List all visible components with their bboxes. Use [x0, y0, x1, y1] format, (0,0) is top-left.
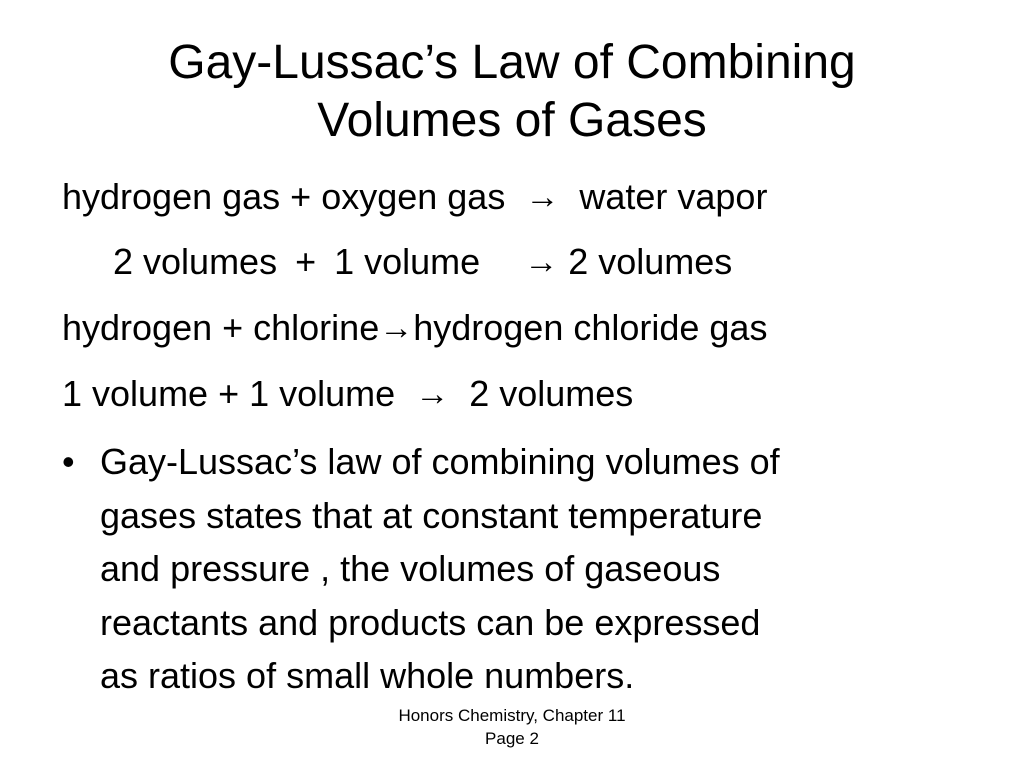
- product-volume: 2 volumes: [469, 373, 634, 414]
- bullet-line: as ratios of small whole numbers.: [100, 655, 635, 696]
- reactants-text: hydrogen + chlorine: [62, 307, 380, 348]
- bullet-line: Gay-Lussac’s law of combining volumes of: [100, 441, 780, 482]
- arrow-right-icon: →: [525, 178, 560, 216]
- arrow-right-icon: →: [415, 375, 450, 413]
- footer-course: Honors Chemistry, Chapter 11: [398, 706, 626, 725]
- arrow-right-icon: →: [379, 309, 414, 347]
- bullet-line: gases states that at constant temperature: [100, 494, 763, 536]
- product-volume: 2 volumes: [568, 241, 733, 282]
- equation-line-2: [113, 240, 732, 284]
- products-text: hydrogen chloride gas: [413, 307, 768, 348]
- reactant-volumes: 1 volume + 1 volume: [62, 373, 396, 414]
- products-text: water vapor: [579, 176, 768, 217]
- arrow-right-icon: →: [524, 243, 559, 281]
- slide-footer: [0, 704, 1024, 750]
- title-line-2: Volumes of Gases: [317, 94, 707, 147]
- equation-line-1: [62, 175, 767, 219]
- bullet-line: and pressure , the volumes of gaseous: [100, 548, 721, 589]
- bullet-text: [100, 435, 980, 703]
- title-line-1: Gay-Lussac’s Law of Combining: [168, 36, 856, 89]
- footer-page-number: Page 2: [485, 729, 539, 748]
- slide-title: [0, 34, 1024, 150]
- equation-line-3: [62, 306, 767, 350]
- reactant-volume-a: 2 volumes: [113, 241, 278, 282]
- reactants-text: hydrogen gas + oxygen gas: [62, 176, 506, 217]
- bullet-marker-icon: •: [62, 441, 75, 482]
- reactant-volume-b: 1 volume: [334, 241, 481, 282]
- plus-sign: +: [295, 241, 317, 282]
- equation-line-4: [62, 372, 633, 416]
- bullet-line: reactants and products can be expressed: [100, 601, 761, 643]
